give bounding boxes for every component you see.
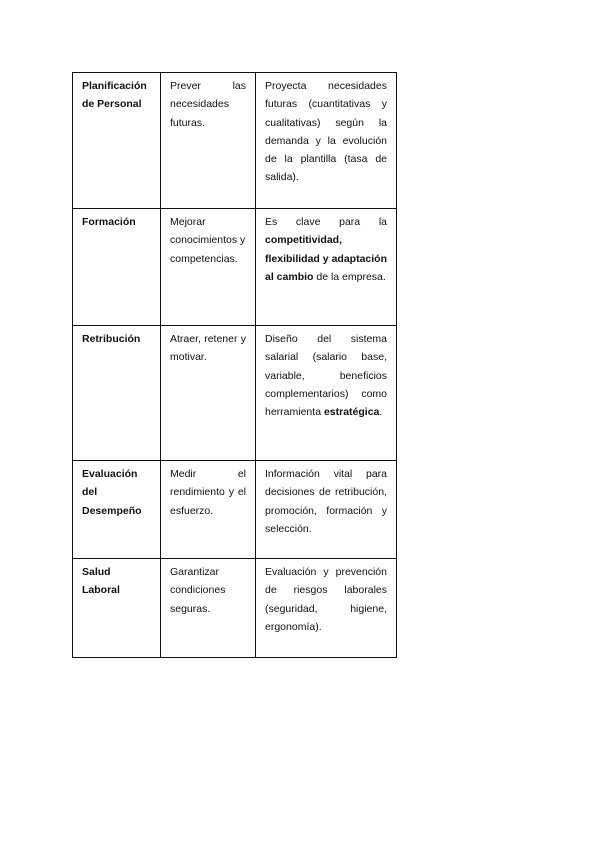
description-text: Proyecta necesidades futuras (cuantitativas y cualitativas) según la demanda y la evolución de la plantilla (tasa de salida). <box>265 80 387 184</box>
table-row <box>73 73 397 209</box>
description-text-end: de la empresa. <box>313 270 386 283</box>
objective-cell: Medir el rendimiento y el esfuerzo. <box>161 461 256 559</box>
area-cell: Evaluación del Desempeño <box>73 461 161 559</box>
description-text: Diseño del sistema salarial (salario base, variable, beneficios complementarios) como herramienta <box>265 333 387 419</box>
objective-cell: Atraer, retener y motivar. <box>161 326 256 461</box>
description-cell <box>256 73 397 209</box>
objective-cell: Prever las necesidades futuras. <box>161 73 256 209</box>
table-row <box>73 209 397 326</box>
description-emphasis: competitividad, flexibilidad y adaptación al cambio <box>265 234 387 283</box>
description-cell <box>256 326 397 461</box>
area-cell: Planificación de Personal <box>73 73 161 209</box>
table-row <box>73 461 397 559</box>
table-row <box>73 559 397 658</box>
description-cell <box>256 559 397 658</box>
description-cell <box>256 209 397 326</box>
table-row <box>73 326 397 461</box>
area-cell: Salud Laboral <box>73 559 161 658</box>
description-emphasis: estratégica <box>323 406 380 419</box>
description-text: Es clave para la <box>265 216 387 228</box>
description-text: Evaluación y prevención de riesgos laborales (seguridad, higiene, ergonomía). <box>265 566 387 633</box>
description-cell <box>256 461 397 559</box>
description-text-end: . <box>379 406 383 419</box>
area-cell: Formación <box>73 209 161 326</box>
objective-cell: Mejorar conocimientos y competencias. <box>161 209 256 326</box>
description-text: Información vital para decisiones de retribución, promoción, formación y selección. <box>265 468 387 535</box>
hr-areas-table <box>72 72 397 658</box>
area-cell: Retribución <box>73 326 161 461</box>
objective-cell: Garantizar condiciones seguras. <box>161 559 256 658</box>
